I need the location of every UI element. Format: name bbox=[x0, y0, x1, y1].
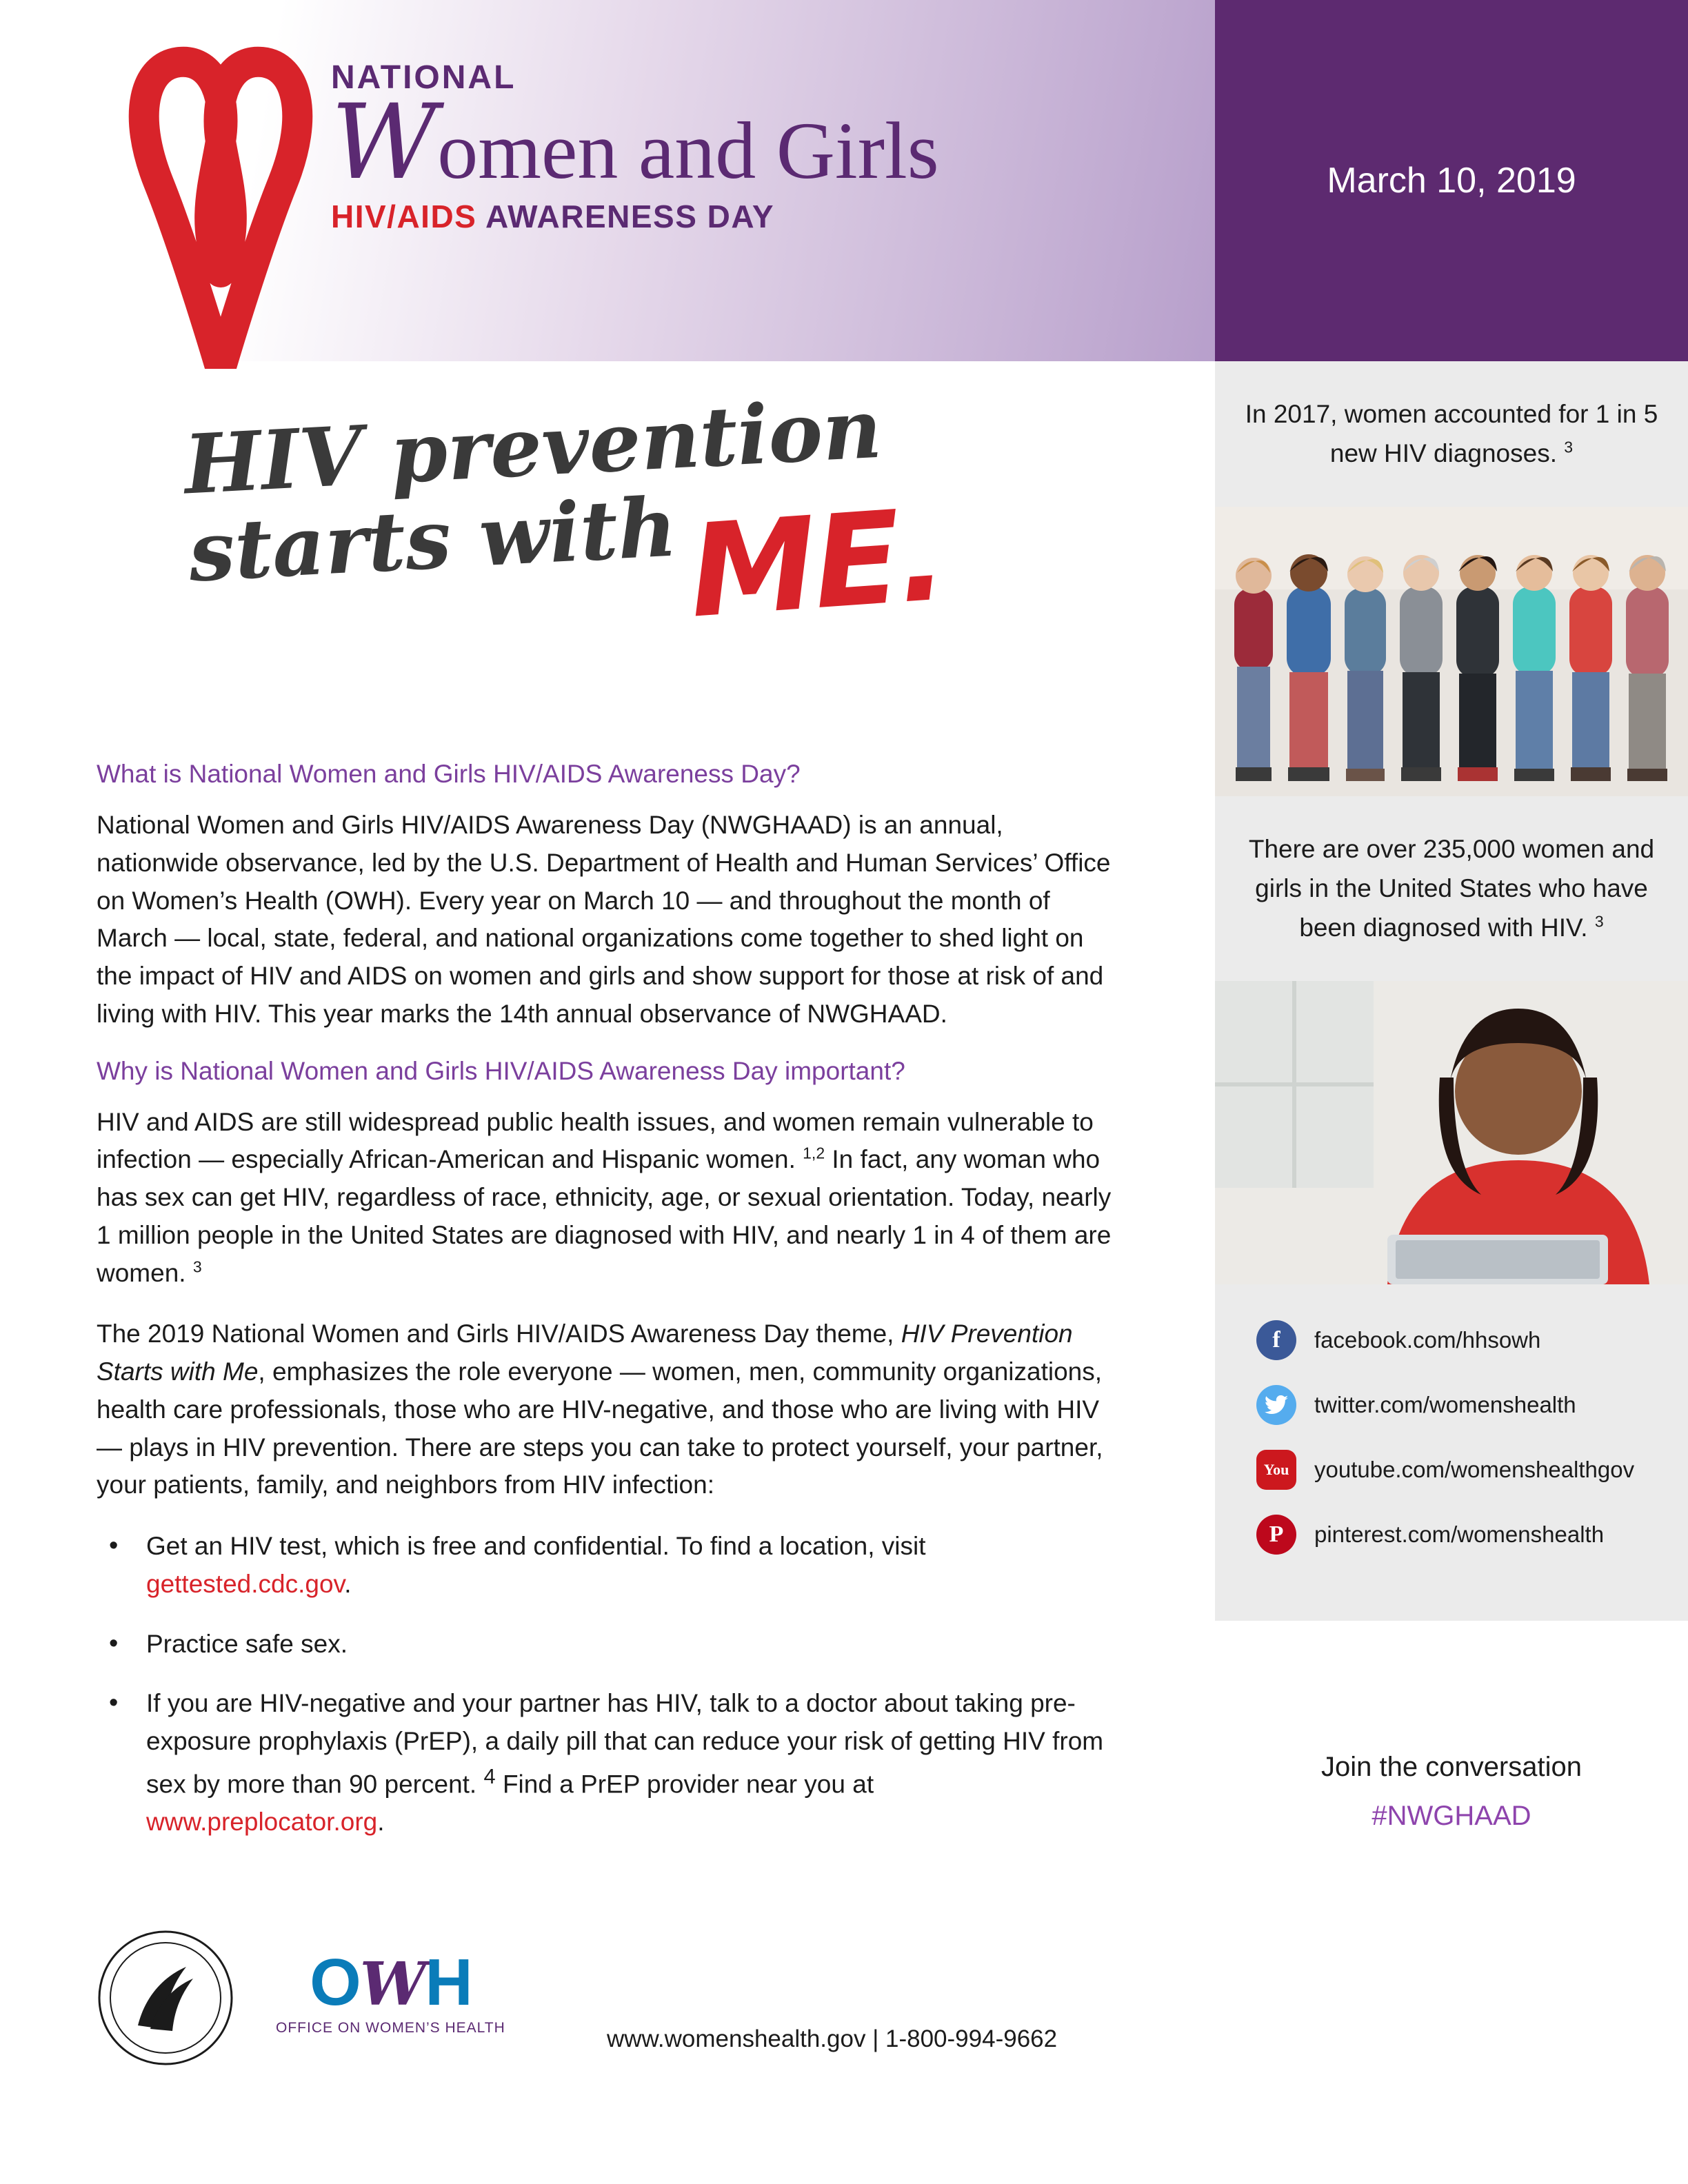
logo-national-text: NATIONAL bbox=[331, 59, 516, 96]
why-text-a: HIV and AIDS are still widespread public health issues, and women remain vulnerable to infection — especially African-American and Hispanic women. bbox=[97, 1107, 1094, 1174]
hhs-seal-icon bbox=[97, 1929, 234, 2067]
section-paragraph-what-is: National Women and Girls HIV/AIDS Awareness Day (NWGHAAD) is an annual, nationwide observance, led by the U.S. Department of Health and Human Services’ Office on Women’s Health (OWH). Every year on March 10 — and throughout the month of March — local, state, federal, and national organizations come together to shed light on the impact of HIV and AIDS on women and girls and show support for those at risk of and living with HIV. This year marks the 14th annual observance of NWGHAAD. bbox=[97, 811, 1111, 1028]
section-paragraph-why-1 bbox=[97, 1104, 1112, 1293]
pinterest-label[interactable]: pinterest.com/womenshealth bbox=[1314, 1521, 1605, 1547]
owh-subtitle: OFFICE ON WOMEN’S HEALTH bbox=[276, 2020, 505, 2036]
hero-headline bbox=[0, 361, 1215, 747]
main-content bbox=[0, 361, 1215, 2184]
prevention-steps-list bbox=[97, 1528, 1112, 1841]
logo-main-rest: omen and Girls bbox=[437, 105, 939, 196]
event-date: March 10, 2019 bbox=[1327, 161, 1576, 201]
bullet-3-text-a: If you are HIV-negative and your partner has HIV, talk to a doctor about taking pre-exposure prophylaxis (PrEP), a daily pill that can reduce your risk of getting HIV from sex by more than 90 percent. bbox=[146, 1689, 1104, 1799]
twitter-label[interactable]: twitter.com/womenshealth bbox=[1314, 1391, 1576, 1417]
footer bbox=[0, 1922, 1215, 2101]
footnote-ref-1-2: 1,2 bbox=[803, 1144, 825, 1162]
pinterest-icon[interactable]: P bbox=[1256, 1515, 1296, 1555]
gettested-link[interactable]: gettested.cdc.gov bbox=[146, 1569, 345, 1598]
join-conversation bbox=[1215, 1621, 1688, 1832]
owh-logo bbox=[276, 1945, 505, 2036]
footnote-ref-3a: 3 bbox=[192, 1257, 202, 1276]
stat-2-text: There are over 235,000 women and girls in the United States who have been diagnosed with HIV. bbox=[1248, 834, 1655, 942]
red-ribbon-icon bbox=[117, 45, 324, 369]
social-row-pinterest[interactable] bbox=[1256, 1515, 1647, 1555]
sidebar bbox=[1215, 361, 1688, 2184]
photo-group-of-women bbox=[1215, 507, 1688, 796]
logo-main-text bbox=[331, 83, 939, 203]
logo-sub-red: HIV/AIDS bbox=[331, 199, 477, 235]
theme-title: HIV Prevention Starts with Me bbox=[97, 1320, 1073, 1386]
owh-wordmark bbox=[276, 1945, 505, 2019]
facebook-label[interactable]: facebook.com/hhsowh bbox=[1314, 1326, 1541, 1353]
theme-text-b: , emphasizes the role everyone — women, men, community organizations, health care professionals, those who are HIV-negative, and those who are living with HIV — plays in HIV prevention. There are steps you can take to protect yourself, your partner, your patients, family, and neighbors from HIV infection: bbox=[97, 1357, 1103, 1499]
list-item bbox=[97, 1626, 1112, 1664]
twitter-icon[interactable] bbox=[1256, 1385, 1296, 1425]
stat-1-text-wrapper bbox=[1243, 394, 1660, 474]
section-paragraph-theme bbox=[97, 1315, 1112, 1504]
owh-letter-h: H bbox=[425, 1945, 472, 2019]
section-title-why-important: Why is National Women and Girls HIV/AIDS Awareness Day important? bbox=[97, 1056, 905, 1085]
youtube-icon[interactable]: You bbox=[1256, 1450, 1296, 1490]
youtube-label[interactable]: youtube.com/womenshealthgov bbox=[1314, 1456, 1635, 1482]
logo-wordmark bbox=[331, 59, 939, 235]
facebook-icon[interactable]: f bbox=[1256, 1320, 1296, 1360]
header-logo-group bbox=[103, 38, 1138, 327]
bullet-1-text: Get an HIV test, which is free and confidential. To find a location, visit bbox=[146, 1532, 926, 1560]
social-row-youtube[interactable] bbox=[1256, 1450, 1647, 1490]
hero-line-1: HIV prevention bbox=[181, 380, 884, 513]
section-title-what-is: What is National Women and Girls HIV/AIDS Awareness Day? bbox=[97, 760, 801, 788]
social-row-facebook[interactable] bbox=[1256, 1320, 1647, 1360]
footnote-ref-3b: 3 bbox=[1564, 438, 1574, 457]
logo-script-w: W bbox=[331, 83, 438, 203]
header-banner bbox=[0, 0, 1215, 361]
stat-box-1 bbox=[1215, 361, 1688, 507]
list-item bbox=[97, 1685, 1112, 1841]
preplocator-link[interactable]: www.preplocator.org bbox=[146, 1807, 378, 1836]
owh-letter-o: O bbox=[310, 1945, 360, 2019]
list-item bbox=[97, 1528, 1112, 1604]
photo-group-illustration bbox=[1215, 507, 1688, 796]
social-row-twitter[interactable] bbox=[1256, 1385, 1647, 1425]
theme-text-a: The 2019 National Women and Girls HIV/AIDS Awareness Day theme, bbox=[97, 1320, 894, 1348]
join-title: Join the conversation bbox=[1320, 1751, 1582, 1782]
photo-woman-illustration bbox=[1215, 981, 1688, 1284]
bullet-3-period: . bbox=[377, 1807, 385, 1836]
hashtag: #NWGHAAD bbox=[1372, 1800, 1531, 1831]
stat-1-text: In 2017, women accounted for 1 in 5 new HIV diagnoses. bbox=[1245, 400, 1658, 468]
owh-letter-w: W bbox=[359, 1950, 425, 2019]
stat-box-2 bbox=[1215, 796, 1688, 981]
footer-contact-text: www.womenshealth.gov | 1-800-994-9662 bbox=[607, 2025, 1058, 2052]
bullet-3-text-mid: Find a PrEP provider near you at bbox=[502, 1770, 874, 1799]
why-text-b: In fact, any woman who has sex can get HIV, regardless of race, ethnicity, age, or sexual orientation. Today, nearly 1 million people in the United States are diagnosed with HIV, and nearly 1 in 4 of them are women. bbox=[97, 1145, 1112, 1287]
hero-emphasis-me: ME. bbox=[684, 480, 949, 647]
hero-line-2: starts with bbox=[186, 478, 679, 600]
bullet-1-period: . bbox=[344, 1569, 352, 1598]
twitter-bird-glyph bbox=[1265, 1395, 1288, 1415]
photo-woman-with-laptop bbox=[1215, 981, 1688, 1284]
logo-sub-purple: AWARENESS DAY bbox=[476, 199, 775, 235]
footnote-ref-3c: 3 bbox=[1594, 913, 1604, 931]
body-copy bbox=[0, 760, 1215, 1841]
stat-2-text-wrapper bbox=[1243, 829, 1660, 948]
date-banner bbox=[1215, 0, 1688, 361]
footnote-ref-4: 4 bbox=[483, 1763, 496, 1788]
logo-subtitle bbox=[331, 198, 939, 235]
social-links bbox=[1215, 1284, 1688, 1621]
bullet-2-text: Practice safe sex. bbox=[146, 1629, 348, 1658]
